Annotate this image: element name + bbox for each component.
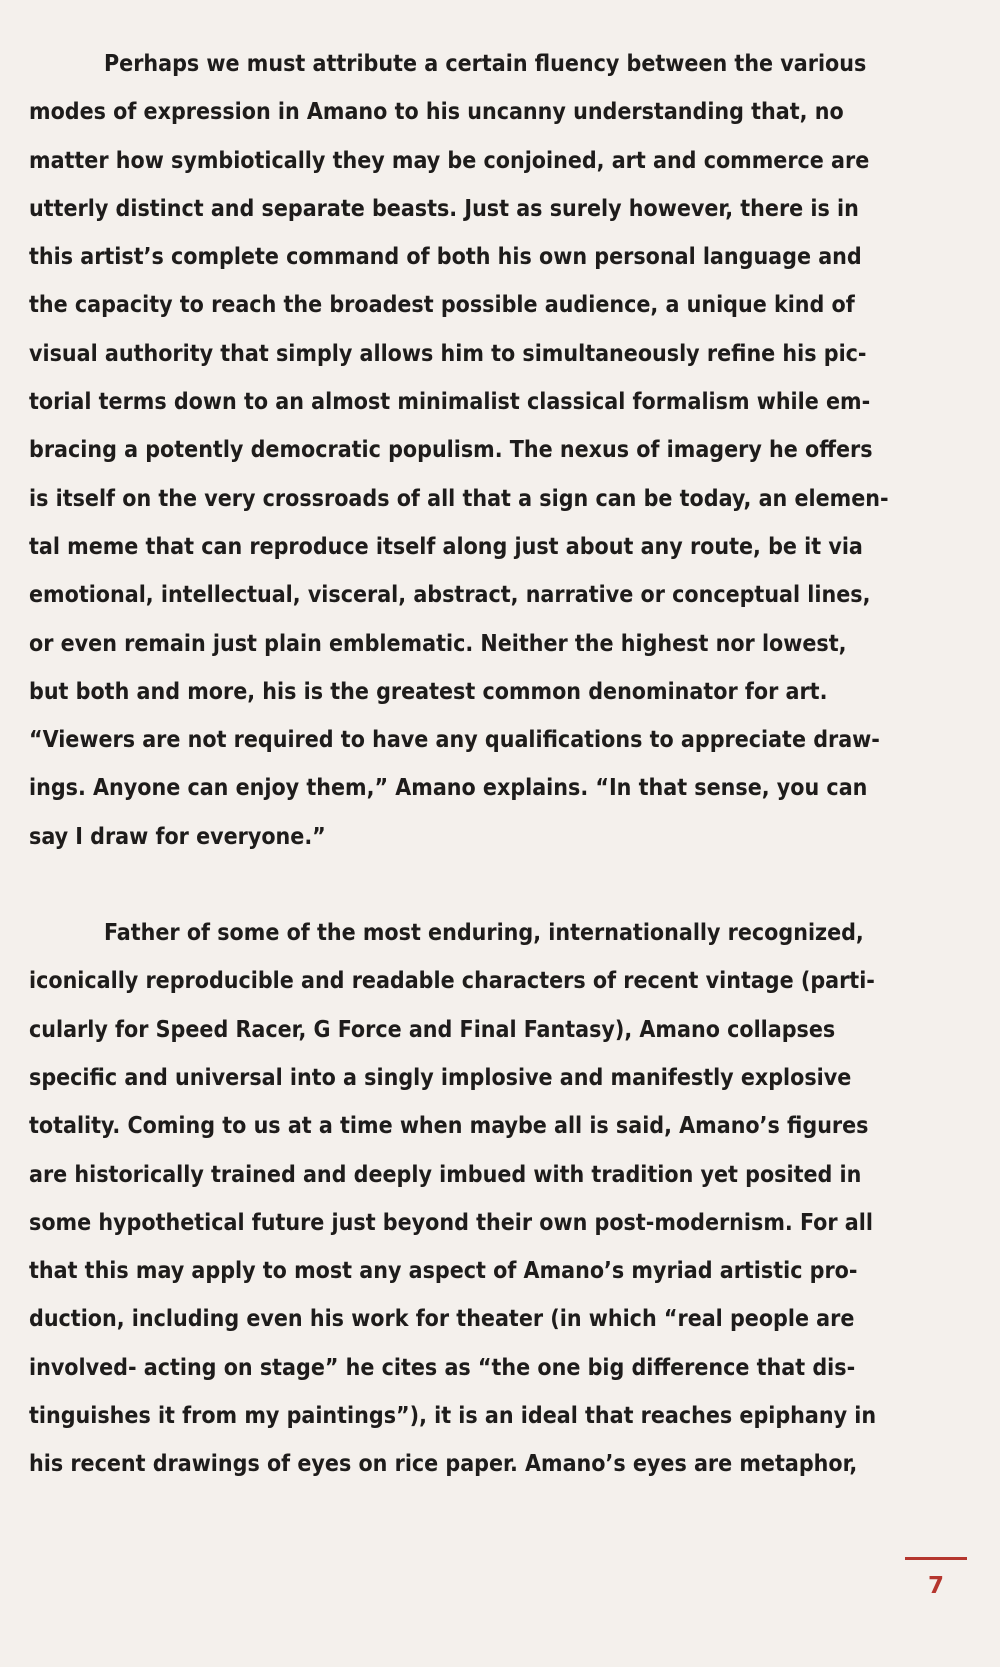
text-line: but both and more, his is the greatest common denominator for art.: [29, 678, 828, 705]
text-line: Perhaps we must attribute a certain fluency between the various: [104, 51, 867, 77]
text-line: “Viewers are not required to have any qualifications to appreciate draw-: [29, 727, 880, 754]
text-line: tinguishes it from my paintings”), it is an ideal that reaches epiphany in: [29, 1403, 877, 1430]
text-line: are historically trained and deeply imbued with tradition yet posited in: [29, 1161, 862, 1188]
text-line: say I draw for everyone.”: [29, 823, 326, 850]
page-number: 7: [927, 1573, 944, 1599]
text-line: or even remain just plain emblematic. Neither the highest nor lowest,: [29, 630, 847, 657]
page-number-rule: [905, 1557, 967, 1560]
text-line: this artist’s complete command of both his own personal language and: [29, 244, 862, 271]
text-line: that this may apply to most any aspect of Amano’s myriad artistic pro-: [29, 1258, 858, 1285]
text-line: cularly for Speed Racer, G Force and Final Fantasy), Amano collapses: [29, 1016, 836, 1043]
text-line: is itself on the very crossroads of all that a sign can be today, an elemen-: [29, 485, 889, 512]
text-line: matter how symbiotically they may be conjoined, art and commerce are: [29, 147, 870, 174]
text-line: totality. Coming to us at a time when maybe all is said, Amano’s figures: [29, 1113, 869, 1140]
text-line: visual authority that simply allows him to simultaneously refine his pic-: [29, 340, 867, 367]
body-text: [29, 40, 981, 1489]
text-line: Father of some of the most enduring, internationally recognized,: [104, 920, 864, 947]
text-line: bracing a potently democratic populism. The nexus of imagery he offers: [29, 437, 873, 464]
text-line: torial terms down to an almost minimalist classical formalism while em-: [29, 389, 871, 416]
paragraph-2: [29, 909, 981, 1489]
text-line: ings. Anyone can enjoy them,” Amano explains. “In that sense, you can: [29, 775, 868, 802]
text-line: the capacity to reach the broadest possible audience, a unique kind of: [29, 292, 855, 319]
text-line: modes of expression in Amano to his uncanny understanding that, no: [29, 99, 844, 126]
text-line: involved- acting on stage” he cites as “the one big difference that dis-: [29, 1354, 856, 1381]
text-line: tal meme that can reproduce itself along just about any route, be it via: [29, 533, 863, 560]
text-line: specific and universal into a singly implosive and manifestly explosive: [29, 1064, 852, 1091]
text-line: his recent drawings of eyes on rice paper. Amano’s eyes are metaphor,: [29, 1451, 858, 1478]
paragraph-1: [29, 40, 981, 861]
text-line: iconically reproducible and readable characters of recent vintage (parti-: [29, 968, 875, 995]
text-line: emotional, intellectual, visceral, abstract, narrative or conceptual lines,: [29, 582, 871, 609]
text-line: duction, including even his work for theater (in which “real people are: [29, 1306, 855, 1333]
paragraph-spacer: [29, 861, 981, 909]
text-line: some hypothetical future just beyond their own post-modernism. For all: [29, 1209, 873, 1236]
text-line: utterly distinct and separate beasts. Just as surely however, there is in: [29, 195, 859, 222]
